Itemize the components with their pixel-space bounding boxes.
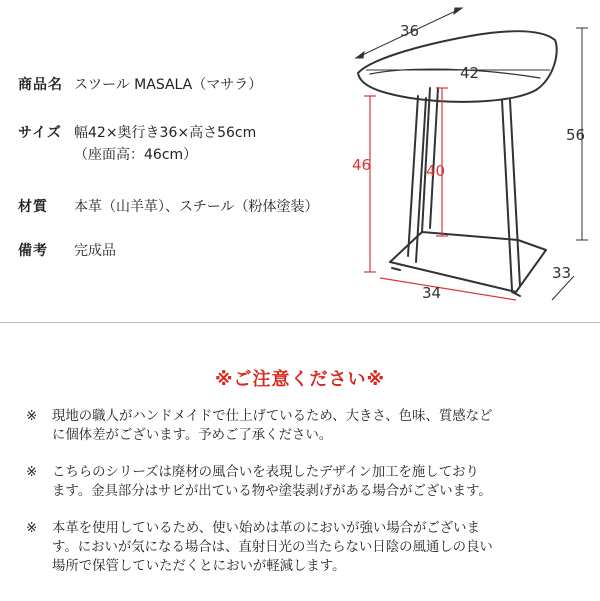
- notice-text: [52, 463, 597, 501]
- spec-value-line: 幅42×奥行き36×高さ56cm: [74, 125, 257, 141]
- dim-width-top: 42: [460, 64, 480, 82]
- notice-line: ます。金具部分はサビが出ている物や塗装剥げがある場合がございます。: [52, 484, 492, 499]
- notice-item: [26, 463, 586, 503]
- dim-seat-height: 46: [352, 156, 372, 174]
- spec-value: [74, 74, 262, 96]
- notice-line: 本革を使用しているため、使い始めは革のにおいが強い場合がございま: [52, 521, 480, 536]
- notice-line: こちらのシリーズは廃材の風合いを表現したデザイン加工を施しており: [52, 465, 479, 480]
- note-mark: ※: [26, 409, 38, 424]
- notice-section: [0, 322, 600, 601]
- stool-diagram: [330, 0, 600, 312]
- stool-drawing: [330, 0, 600, 312]
- notice-text: [52, 407, 597, 445]
- notice-line: 場所で保管していただくとにおいが軽減します。: [52, 559, 346, 574]
- spec-label: サイズ: [18, 125, 62, 141]
- spec-value-line: （座面高：46cm）: [74, 147, 198, 163]
- spec-label: 商品名: [18, 77, 63, 93]
- spec-value: [74, 196, 318, 218]
- note-mark: ※: [26, 465, 38, 480]
- spec-value: [74, 240, 116, 262]
- spec-value-line: 本革（山羊革）、スチール（粉体塗装）: [74, 199, 319, 215]
- dim-base-width: 34: [422, 284, 442, 302]
- notice-title: ※ご注意ください※: [215, 369, 385, 390]
- notice-line: す。においが気になる場合は、直射日光の当たらない日陰の風通しの良い: [52, 540, 493, 555]
- dim-inner-height: 40: [426, 162, 446, 180]
- notice-item: [26, 519, 586, 579]
- spec-value-line: スツール MASALA（マサラ）: [74, 77, 263, 93]
- notice-line: に個体差がございます。予めご了承ください。: [52, 428, 333, 443]
- dim-base-depth: 33: [552, 264, 572, 282]
- note-mark: ※: [26, 521, 38, 536]
- notice-line: 現地の職人がハンドメイドで仕上げているため、大きさ、色味、質感など: [52, 409, 493, 424]
- spec-value-line: 完成品: [74, 243, 116, 259]
- spec-label: 備考: [18, 243, 48, 259]
- dim-height-total: 56: [566, 126, 586, 144]
- notice-item: [26, 407, 586, 447]
- dim-depth-top: 36: [400, 22, 420, 40]
- notice-text: [52, 519, 597, 576]
- spec-label: 材質: [18, 199, 48, 215]
- spec-value: [74, 122, 256, 166]
